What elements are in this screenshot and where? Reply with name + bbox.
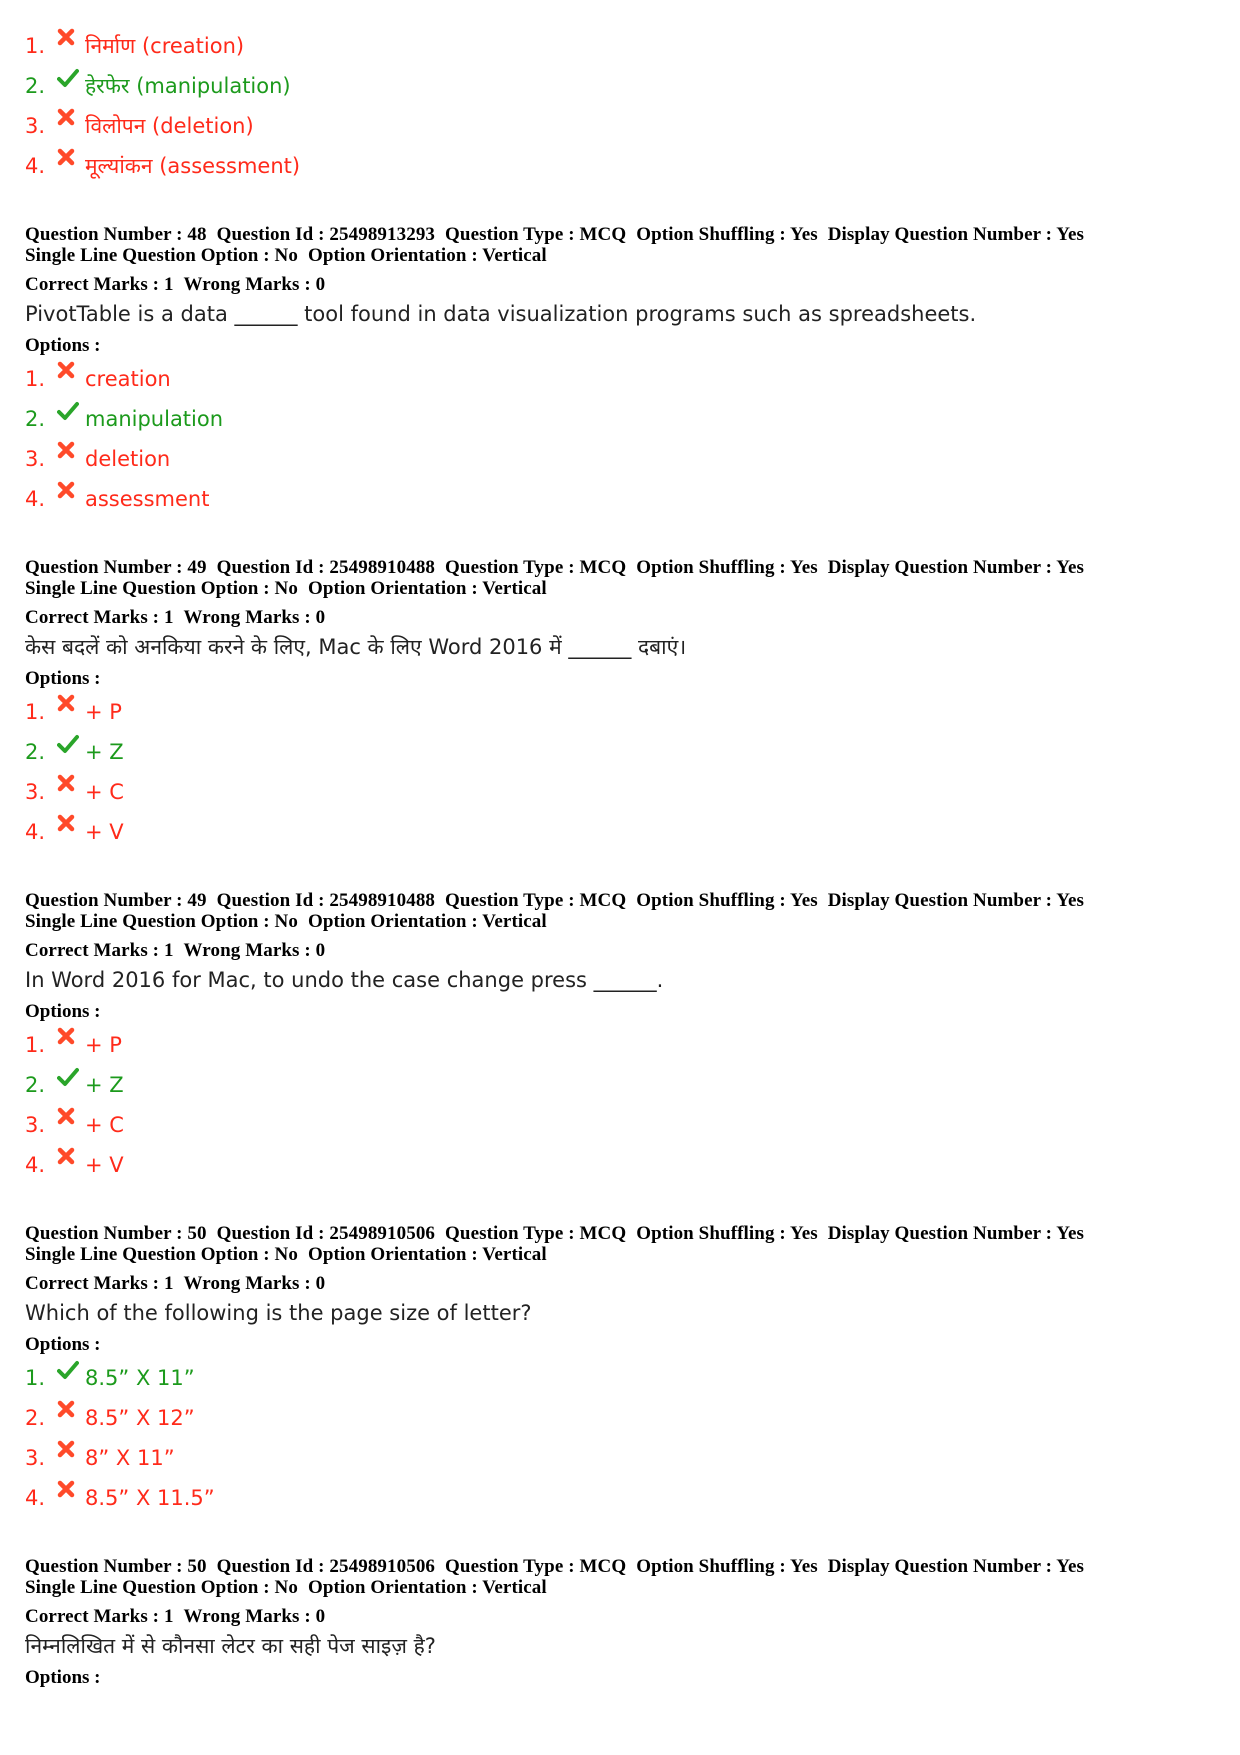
marks-field: Correct Marks : 1 bbox=[25, 1606, 174, 1627]
cross-icon bbox=[57, 28, 79, 50]
options-label: Options : bbox=[25, 335, 101, 356]
option-text: + C bbox=[85, 1113, 124, 1137]
meta-field: Single Line Question Option : No bbox=[25, 578, 298, 599]
meta-field: Question Id : 25498913293 bbox=[216, 224, 436, 245]
option-number: 1. bbox=[25, 700, 46, 724]
meta-field: Question Type : MCQ bbox=[445, 1223, 627, 1244]
marks-line bbox=[25, 1606, 1215, 1627]
meta-field: Option Shuffling : Yes bbox=[636, 557, 818, 578]
marks-field: Correct Marks : 1 bbox=[25, 940, 174, 961]
option-text: creation bbox=[85, 367, 171, 391]
meta-field: Question Id : 25498910506 bbox=[216, 1556, 436, 1577]
cross-icon bbox=[57, 814, 79, 836]
option-item bbox=[25, 1478, 1215, 1518]
marks-line bbox=[25, 607, 1215, 628]
meta-field: Option Orientation : Vertical bbox=[307, 245, 547, 266]
question-meta-line bbox=[25, 557, 1215, 578]
option-text: + P bbox=[85, 1033, 122, 1057]
options-label: Options : bbox=[25, 668, 101, 689]
option-text: विलोपन (deletion) bbox=[85, 114, 254, 138]
option-text: + V bbox=[85, 820, 124, 844]
cross-icon bbox=[57, 148, 79, 170]
question-text: केस बदलें को अनकिया करने के लिए, Mac के लिए Word 2016 में ______ दबाएं। bbox=[25, 635, 687, 659]
option-text: 8.5” X 11.5” bbox=[85, 1486, 215, 1510]
cross-icon bbox=[57, 108, 79, 130]
option-item bbox=[25, 479, 1215, 519]
option-number: 2. bbox=[25, 740, 46, 764]
option-item bbox=[25, 1145, 1215, 1185]
meta-field: Display Question Number : Yes bbox=[827, 1556, 1084, 1577]
marks-field: Wrong Marks : 0 bbox=[183, 274, 326, 295]
options-label: Options : bbox=[25, 1334, 101, 1355]
option-number: 4. bbox=[25, 1153, 46, 1177]
option-list bbox=[25, 1025, 1215, 1185]
option-item bbox=[25, 772, 1215, 812]
question-text: निम्नलिखित में से कौनसा लेटर का सही पेज साइज़ है? bbox=[25, 1634, 436, 1658]
meta-field: Option Shuffling : Yes bbox=[636, 1556, 818, 1577]
cross-icon bbox=[57, 694, 79, 716]
option-number: 1. bbox=[25, 1366, 46, 1390]
cross-icon bbox=[57, 361, 79, 383]
option-text: assessment bbox=[85, 487, 210, 511]
option-item bbox=[25, 106, 1215, 146]
option-item bbox=[25, 1358, 1215, 1398]
cross-icon bbox=[57, 441, 79, 463]
meta-field: Single Line Question Option : No bbox=[25, 911, 298, 932]
option-item bbox=[25, 439, 1215, 479]
marks-field: Correct Marks : 1 bbox=[25, 274, 174, 295]
question-paper bbox=[25, 26, 1215, 1691]
option-item bbox=[25, 1025, 1215, 1065]
marks-field: Correct Marks : 1 bbox=[25, 607, 174, 628]
meta-field: Single Line Question Option : No bbox=[25, 1244, 298, 1265]
question-block bbox=[25, 1223, 1215, 1518]
question-meta-line bbox=[25, 911, 1215, 932]
cross-icon bbox=[57, 1027, 79, 1049]
option-number: 2. bbox=[25, 1406, 46, 1430]
cross-icon bbox=[57, 1107, 79, 1129]
option-text: 8.5” X 11” bbox=[85, 1366, 195, 1390]
question-meta-line bbox=[25, 224, 1215, 245]
question-text: In Word 2016 for Mac, to undo the case change press ______. bbox=[25, 968, 664, 992]
option-item bbox=[25, 146, 1215, 186]
marks-field: Wrong Marks : 0 bbox=[183, 1606, 326, 1627]
check-icon bbox=[57, 68, 79, 90]
option-number: 2. bbox=[25, 407, 46, 431]
cross-icon bbox=[57, 481, 79, 503]
meta-field: Question Number : 49 bbox=[25, 557, 207, 578]
option-text: + Z bbox=[85, 740, 124, 764]
option-item bbox=[25, 1105, 1215, 1145]
option-item bbox=[25, 1065, 1215, 1105]
option-text: manipulation bbox=[85, 407, 224, 431]
question-meta-line bbox=[25, 1556, 1215, 1577]
check-icon bbox=[57, 401, 79, 423]
marks-field: Wrong Marks : 0 bbox=[183, 1273, 326, 1294]
option-item bbox=[25, 359, 1215, 399]
option-number: 4. bbox=[25, 154, 46, 178]
question-meta-line bbox=[25, 578, 1215, 599]
check-icon bbox=[57, 734, 79, 756]
meta-field: Question Number : 49 bbox=[25, 890, 207, 911]
option-number: 1. bbox=[25, 34, 46, 58]
option-text: + Z bbox=[85, 1073, 124, 1097]
marks-field: Wrong Marks : 0 bbox=[183, 607, 326, 628]
meta-field: Single Line Question Option : No bbox=[25, 1577, 298, 1598]
meta-field: Question Number : 48 bbox=[25, 224, 207, 245]
cross-icon bbox=[57, 1147, 79, 1169]
option-text: + V bbox=[85, 1153, 124, 1177]
option-number: 4. bbox=[25, 820, 46, 844]
meta-field: Option Shuffling : Yes bbox=[636, 1223, 818, 1244]
question-meta-line bbox=[25, 1223, 1215, 1244]
meta-field: Question Type : MCQ bbox=[445, 1556, 627, 1577]
option-item bbox=[25, 692, 1215, 732]
option-number: 3. bbox=[25, 447, 46, 471]
question-block bbox=[25, 1556, 1215, 1689]
option-text: मूल्यांकन (assessment) bbox=[85, 154, 301, 178]
marks-field: Wrong Marks : 0 bbox=[183, 940, 326, 961]
meta-field: Option Orientation : Vertical bbox=[307, 1577, 547, 1598]
option-text: निर्माण (creation) bbox=[85, 34, 245, 58]
marks-line bbox=[25, 940, 1215, 961]
option-text: + P bbox=[85, 700, 122, 724]
meta-field: Question Id : 25498910506 bbox=[216, 1223, 436, 1244]
marks-line bbox=[25, 1273, 1215, 1294]
question-meta-line bbox=[25, 1244, 1215, 1265]
option-number: 4. bbox=[25, 487, 46, 511]
question-meta-line bbox=[25, 1577, 1215, 1598]
question-block bbox=[25, 224, 1215, 519]
option-item bbox=[25, 1438, 1215, 1478]
question-text: PivotTable is a data ______ tool found in data visualization programs such as spreadsheets. bbox=[25, 302, 977, 326]
option-item bbox=[25, 1398, 1215, 1438]
option-number: 3. bbox=[25, 114, 46, 138]
option-list bbox=[25, 1358, 1215, 1518]
option-text: deletion bbox=[85, 447, 171, 471]
option-item bbox=[25, 66, 1215, 106]
option-text: 8” X 11” bbox=[85, 1446, 175, 1470]
options-label: Options : bbox=[25, 1001, 101, 1022]
meta-field: Question Type : MCQ bbox=[445, 557, 627, 578]
marks-line bbox=[25, 274, 1215, 295]
question-block bbox=[25, 557, 1215, 852]
option-text: 8.5” X 12” bbox=[85, 1406, 195, 1430]
option-number: 1. bbox=[25, 367, 46, 391]
meta-field: Display Question Number : Yes bbox=[827, 557, 1084, 578]
meta-field: Option Orientation : Vertical bbox=[307, 578, 547, 599]
meta-field: Option Shuffling : Yes bbox=[636, 890, 818, 911]
meta-field: Option Orientation : Vertical bbox=[307, 1244, 547, 1265]
option-item bbox=[25, 399, 1215, 439]
question-text: Which of the following is the page size of letter? bbox=[25, 1301, 532, 1325]
option-list bbox=[25, 359, 1215, 519]
option-number: 3. bbox=[25, 1446, 46, 1470]
check-icon bbox=[57, 1360, 79, 1382]
option-text: + C bbox=[85, 780, 124, 804]
marks-field: Correct Marks : 1 bbox=[25, 1273, 174, 1294]
options-label: Options : bbox=[25, 1667, 101, 1688]
meta-field: Question Number : 50 bbox=[25, 1556, 207, 1577]
meta-field: Display Question Number : Yes bbox=[827, 224, 1084, 245]
leading-options bbox=[25, 26, 1215, 186]
cross-icon bbox=[57, 1440, 79, 1462]
meta-field: Question Number : 50 bbox=[25, 1223, 207, 1244]
meta-field: Question Type : MCQ bbox=[445, 890, 627, 911]
option-number: 4. bbox=[25, 1486, 46, 1510]
meta-field: Question Type : MCQ bbox=[445, 224, 627, 245]
meta-field: Option Shuffling : Yes bbox=[636, 224, 818, 245]
option-number: 3. bbox=[25, 1113, 46, 1137]
option-number: 1. bbox=[25, 1033, 46, 1057]
option-number: 2. bbox=[25, 74, 46, 98]
meta-field: Display Question Number : Yes bbox=[827, 1223, 1084, 1244]
cross-icon bbox=[57, 1400, 79, 1422]
meta-field: Question Id : 25498910488 bbox=[216, 557, 436, 578]
question-meta-line bbox=[25, 245, 1215, 266]
option-item bbox=[25, 812, 1215, 852]
option-number: 3. bbox=[25, 780, 46, 804]
check-icon bbox=[57, 1067, 79, 1089]
question-block bbox=[25, 890, 1215, 1185]
meta-field: Display Question Number : Yes bbox=[827, 890, 1084, 911]
meta-field: Option Orientation : Vertical bbox=[307, 911, 547, 932]
cross-icon bbox=[57, 1480, 79, 1502]
option-text: हेरफेर (manipulation) bbox=[85, 74, 291, 98]
meta-field: Question Id : 25498910488 bbox=[216, 890, 436, 911]
option-item bbox=[25, 26, 1215, 66]
option-number: 2. bbox=[25, 1073, 46, 1097]
option-item bbox=[25, 732, 1215, 772]
cross-icon bbox=[57, 774, 79, 796]
meta-field: Single Line Question Option : No bbox=[25, 245, 298, 266]
question-list bbox=[25, 224, 1215, 1689]
question-meta-line bbox=[25, 890, 1215, 911]
option-list bbox=[25, 692, 1215, 852]
